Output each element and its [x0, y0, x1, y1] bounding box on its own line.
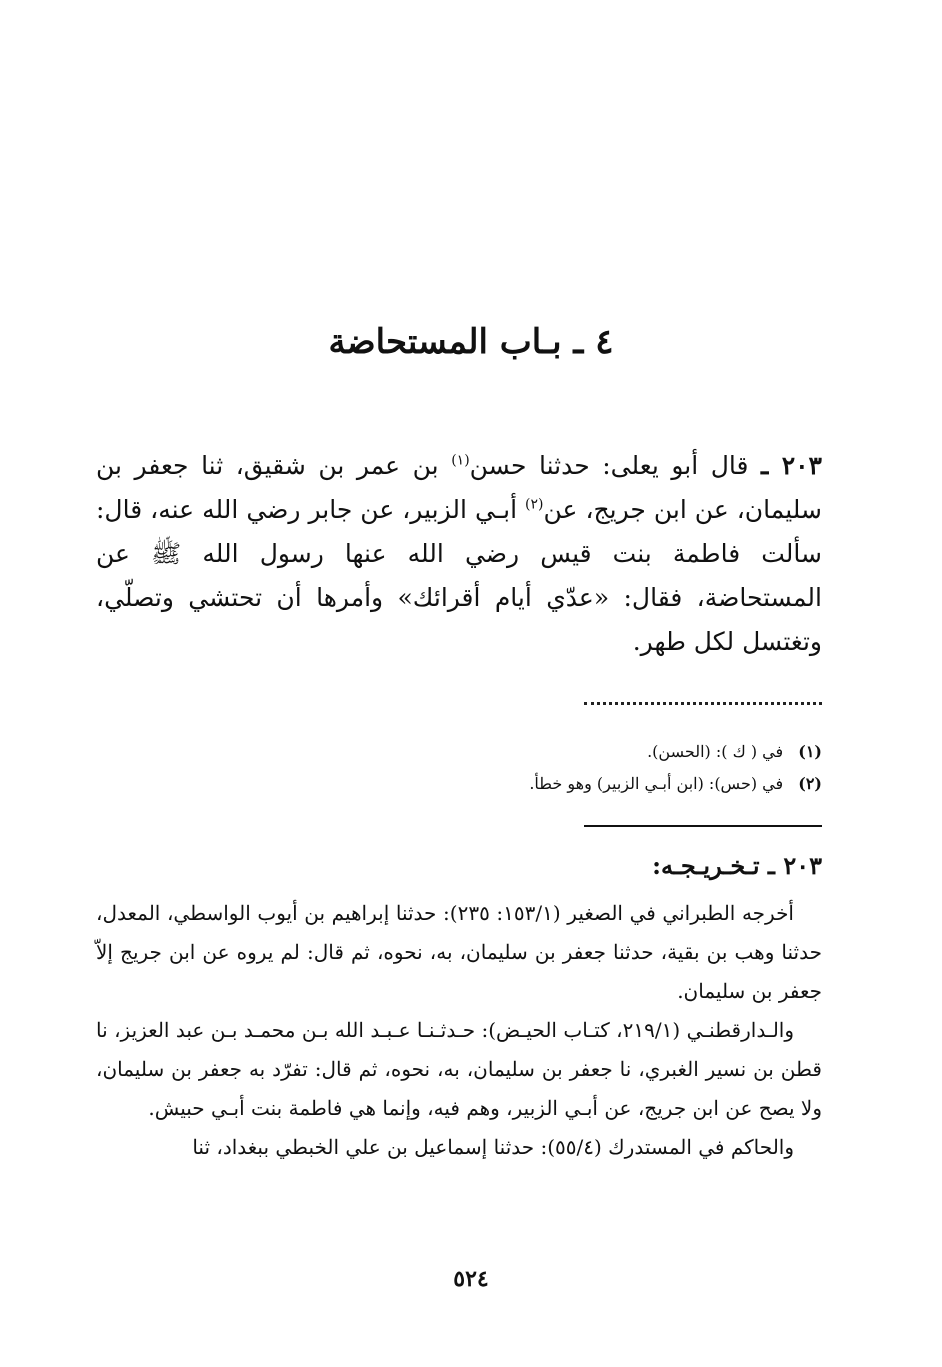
footnote-2	[96, 768, 822, 800]
takhrij-text	[96, 894, 822, 1167]
footnote-marker-2: (٢)	[525, 496, 544, 513]
hadith-text-part-2: بن عمر بن شقيق، ثنا جعفر بن سليمان، عن ابن جريج، عن	[96, 451, 823, 524]
hadith-text-part-3: أبـي الزبير، عن جابر رضي الله عنه، قال: سألت فاطمة بنت قيس رضي الله عنها رسول الله ﷺ عن المستحاضة، فقال: «عدّي أيام أقرائك» وأمرها أن تحتشي وتصلّي، وتغتسل لكل طهر.	[96, 495, 822, 656]
takhrij-heading: ٢٠٣ ـ تـخـريـجـه:	[652, 851, 822, 880]
page-number: ٥٢٤	[453, 1266, 489, 1292]
footnote-number: (٢)	[798, 774, 822, 793]
footnote-text: في (حس): (ابن أبـي الزبير) وهو خطأ.	[529, 774, 784, 793]
footnote-number: (١)	[798, 742, 822, 761]
footnotes	[96, 736, 822, 800]
section-separator-rule	[584, 825, 822, 827]
footnote-text: في ( ك ): (الحسن).	[647, 742, 784, 761]
takhrij-paragraph: والحاكم في المستدرك (٥٥/٤): حدثنا إسماعيل بن علي الخبطي ببغداد، ثنا	[192, 1135, 794, 1159]
footnote-marker-1: (١)	[451, 452, 470, 469]
footnote-separator-dots	[584, 702, 822, 705]
takhrij-paragraph: أخرجه الطبراني في الصغير (١٥٣/١: ٢٣٥): حدثنا إبراهيم بن أيوب الواسطي، المعدل، حدثنا وهب بن بقية، حدثنا جعفر بن سليمان، به، نحوه، ثم قال: لم يروه عن ابن جريج إلاّ جعفر بن سليمان.	[96, 901, 822, 1003]
hadith-text	[96, 444, 822, 664]
hadith-number: ٢٠٣ ـ	[761, 451, 822, 480]
hadith-text-part-1: قال أبو يعلى: حدثنا حسن	[469, 451, 749, 480]
takhrij-paragraph: والـدارقطنـي (٢١٩/١، كتـاب الحيـض): حـدثـنـا عـبـد الله بـن محمـد بـن عبد العزيز، نا قطن بن نسير الغبري، نا جعفر بن سليمان، به، نحوه، ثم قال: تفرّد به جعفر بن سليمان، ولا يصح عن ابن جريج، عن أبـي الزبير، وهم فيه، وإنما هي فاطمة بنت أبـي حبيش.	[96, 1018, 822, 1120]
footnote-1	[96, 736, 822, 768]
chapter-title: ٤ ـ بـاب المستحاضة	[328, 322, 614, 362]
